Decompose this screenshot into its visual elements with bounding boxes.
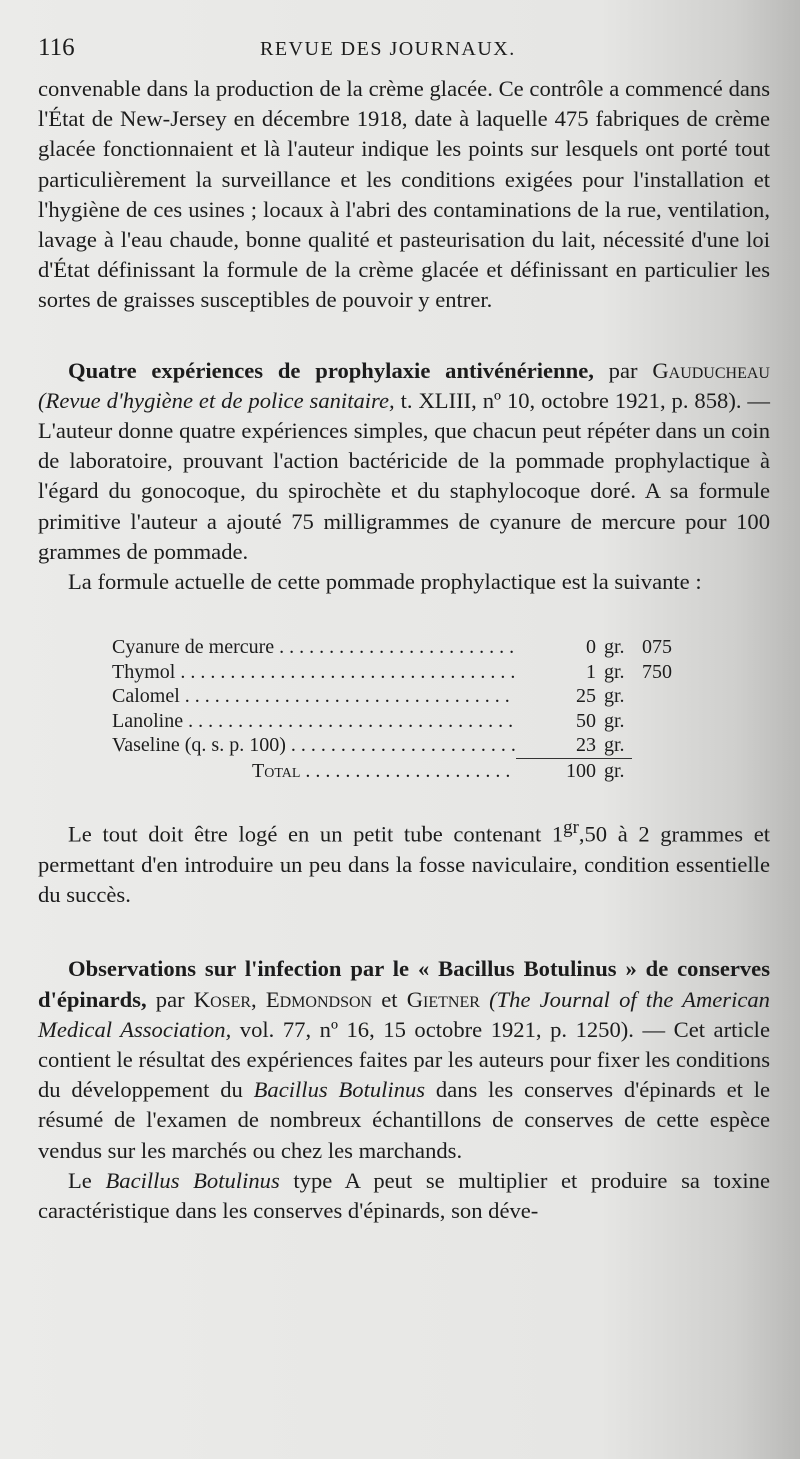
article-1-paragraph-3: Le tout doit être logé en un petit tube contenant $1^{gr},50$ à 2 grammes et permettant d'en introduire un peu dans la fosse naviculaire, condition essentielle du succès. — [38, 817, 770, 908]
page-header — [38, 28, 770, 74]
article-1-body: t. XLIII, nº 10, octobre 1921, p. 858). — L'auteur donne quatre expériences simples, que chacun peut répéter dans un coin de laboratoire, prouvant l'action bactéricide de la pommade prophylactique à l'égard du gonocoque, du spirochète et du staphylocoque doré. A sa formule primitive l'auteur a ajouté 75 milligrammes de cyanure de mercure pour 100 grammes de pommade. — [38, 387, 771, 564]
formula-table — [112, 635, 712, 783]
article-1-lead: Quatre expériences de prophylaxie antivénérienne, par Gauducheau (Revue d'hygiène et de police sanitaire, t. XLIII, nº 10, octobre 1921, p. 858). — L'auteur donne quatre expériences simples, que chacun peut répéter dans un coin de laboratoire, prouvant l'action bactéricide de la pommade prophylactique à l'égard du gonocoque, du spirochète et du staphylocoque doré. A sa formule primitive l'auteur a ajouté 75 milligrammes de cyanure de mercure pour 100 grammes de pommade. — [38, 357, 771, 564]
article-1-title: Quatre expériences de prophylaxie antivénérienne, — [68, 357, 594, 383]
formula-row: Cyanure de mercure . . . 0 gr. 075 — [112, 635, 712, 660]
article-2-author: Koser — [193, 986, 252, 1012]
page-number: 116 — [38, 34, 75, 61]
formula-row: Thymol . . . 1 gr. 750 — [112, 660, 712, 685]
formula-row: Calomel . . . 25 gr. — [112, 684, 712, 709]
article-1-source: (Revue d'hygiène et de police sanitaire, — [38, 387, 395, 413]
running-head: REVUE DES JOURNAUX. — [260, 38, 516, 60]
article-1-paragraph-2: La formule actuelle de cette pommade prophylactique est la suivante : — [68, 569, 702, 595]
continued-paragraph: convenable dans la production de la crème glacée. Ce contrôle a commencé dans l'État de New-Jersey en décembre 1918, date à laquelle 475 fabriques de crème glacée fonctionnaient et là l'auteur indique les points sur lesquels ont porté tout particulièrement la surveillance et les conditions exigées pour l'installation et l'hygiène de ces usines ; locaux à l'abri des contaminations de la rue, ventilation, lavage à l'eau chaude, bonne qualité et pasteurisation du lait, nécessité d'une loi d'État définissant la formule de la crème glacée et définissant en particulier les sortes de graisses susceptibles de pouvoir y entrer. — [38, 76, 770, 313]
article-1-author: Gauducheau — [652, 357, 770, 383]
formula-total-row: Total . . . 100 gr. — [112, 758, 712, 784]
article-2-author: Edmondson — [265, 986, 373, 1012]
article-2-source: (The Journal of the American Medical Association, — [38, 986, 770, 1042]
article-2-paragraph-2: Le Bacillus Botulinus type A peut se multiplier et produire sa toxine caractéristique dans les conserves d'épinards, son déve- — [38, 1167, 770, 1224]
formula-row: Vaseline (q. s. p. 100) . . . 23 gr. — [112, 733, 712, 758]
formula-row: Lanoline . . . 50 gr. — [112, 709, 712, 734]
article-2-author: Gietner — [406, 986, 480, 1012]
article-2-title: Observations sur l'infection par le « Bacillus Botulinus » de conserves d'épinards, — [38, 956, 770, 1012]
article-2-lead: Observations sur l'infection par le « Bacillus Botulinus » de conserves d'épinards, par Koser, Edmondson et Gietner (The Journal of the American Medical Association, vol. 77, nº 16, 15 octobre 1921, p. 1250). — Cet article contient le résultat des expériences faites par les auteurs pour fixer les conditions du développement du Bacillus Botulinus dans les conserves d'épinards et le résumé de l'examen de nombreux échantillons de conserves de cette espèce vendus sur les marchés ou chez les marchands. — [38, 956, 771, 1163]
